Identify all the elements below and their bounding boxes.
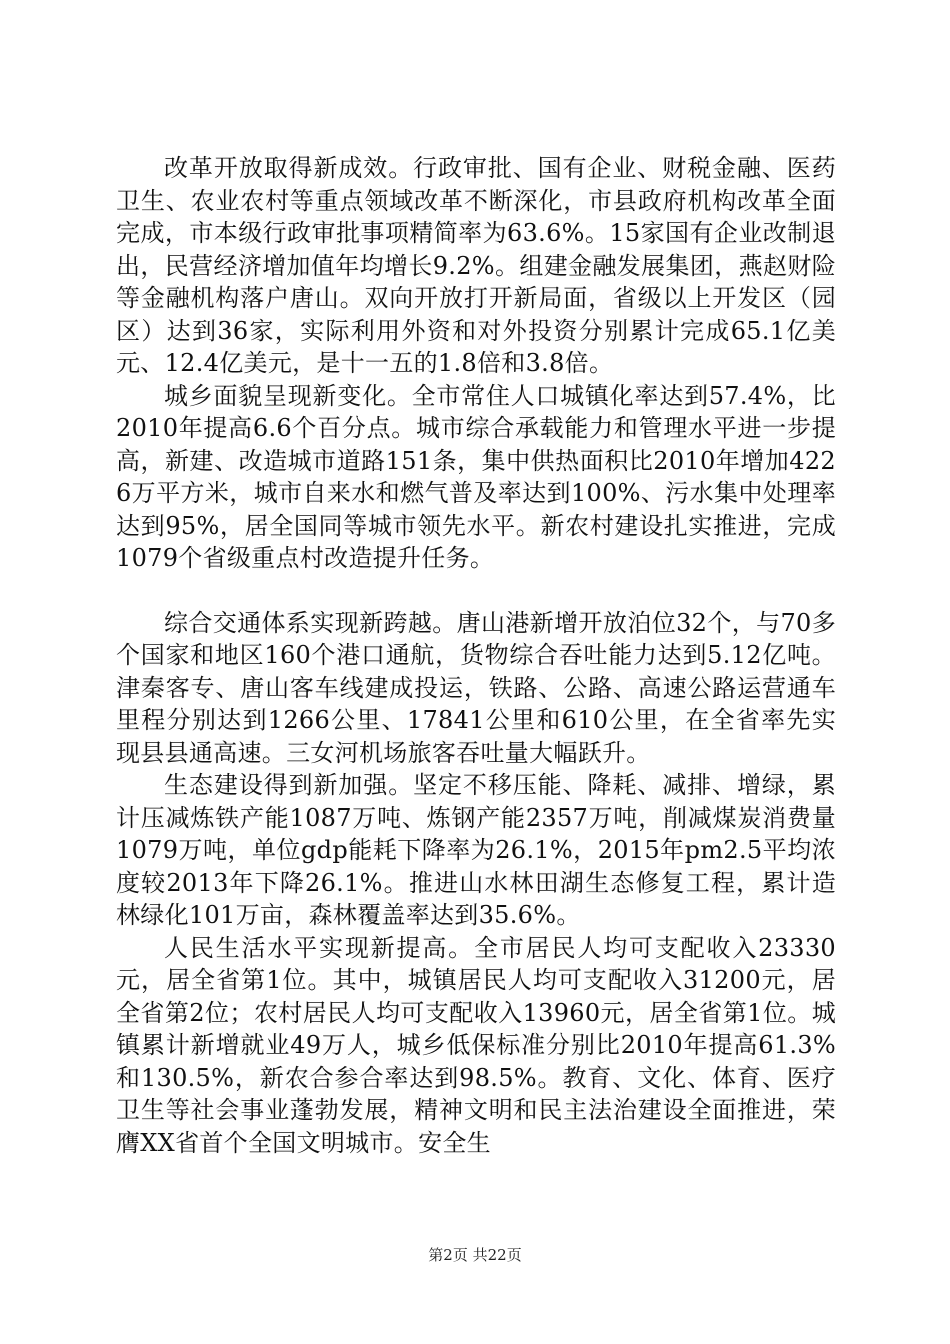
paragraph-living-standards: 人民生活水平实现新提高。全市居民人均可支配收入23330元，居全省第1位。其中，城镇居民人均可支配收入31200元，居全省第2位；农村居民人均可支配收入13960元，居全省第1位。城镇累计新增就业49万人，城乡低保标准分别比2010年提高61.3%和130.5%，新农合参合率达到98.5%。教育、文化、体育、医疗卫生等社会事业蓬勃发展，精神文明和民主法治建设全面推进，荣膺XX省首个全国文明城市。安全生 — [116, 933, 836, 1157]
paragraph-ecology: 生态建设得到新加强。坚定不移压能、降耗、减排、增绿，累计压减炼铁产能1087万吨、炼钢产能2357万吨，削减煤炭消费量1079万吨，单位gdp能耗下降率为26.1%，2015年pm2.5平均浓度较2013年下降26.1%。推进山水林田湖生态修复工程，累计造林绿化101万亩，森林覆盖率达到35.6%。 — [116, 771, 836, 929]
document-body — [116, 152, 836, 1159]
page-number-footer: 第2页 共22页 — [428, 1246, 522, 1264]
paragraph-urban-rural: 城乡面貌呈现新变化。全市常住人口城镇化率达到57.4%，比2010年提高6.6个百分点。城市综合承载能力和管理水平进一步提高，新建、改造城市道路151条，集中供热面积比2010年增加4226万平方米，城市自来水和燃气普及率达到100%、污水集中处理率达到95%，居全国同等城市领先水平。新农村建设扎实推进，完成1079个省级重点村改造提升任务。 — [116, 381, 836, 572]
paragraph-reform-opening: 改革开放取得新成效。行政审批、国有企业、财税金融、医药卫生、农业农村等重点领域改革不断深化，市县政府机构改革全面完成，市本级行政审批事项精简率为63.6%。15家国有企业改制退出，民营经济增加值年均增长9.2%。组建金融发展集团，燕赵财险等金融机构落户唐山。双向开放打开新局面，省级以上开发区（园区）达到36家，实际利用外资和对外投资分别累计完成65.1亿美元、12.4亿美元，是十一五的1.8倍和3.8倍。 — [116, 154, 836, 377]
paragraph-transportation: 综合交通体系实现新跨越。唐山港新增开放泊位32个，与70多个国家和地区160个港口通航，货物综合吞吐能力达到5.12亿吨。津秦客专、唐山客车线建成投运，铁路、公路、高速公路运营通车里程分别达到1266公里、17841公里和610公里，在全省率先实现县县通高速。三女河机场旅客吞吐量大幅跃升。 — [116, 608, 836, 767]
